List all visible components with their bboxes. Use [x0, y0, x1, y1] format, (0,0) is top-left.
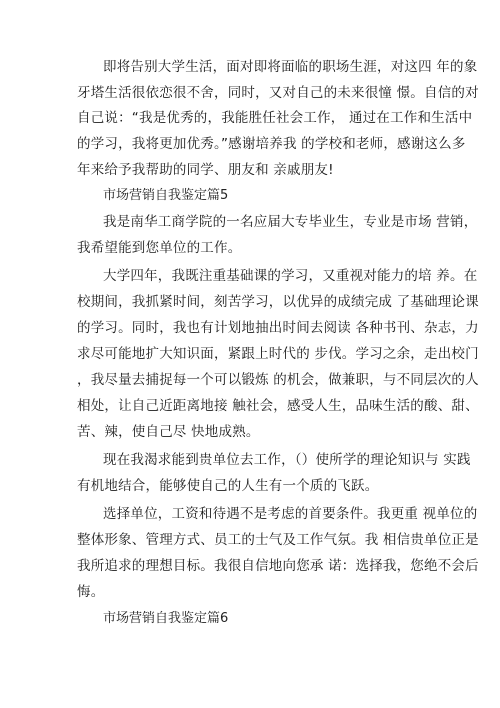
- text-line: 年来给予我帮助的同学、朋友和 亲戚朋友!: [77, 162, 334, 178]
- text-line: 有机地结合，能够使自己的人生有一个质的飞跃。: [77, 478, 379, 494]
- text-line: 我希望能到您单位的工作。: [77, 240, 242, 256]
- section-heading: 市场营销自我鉴定篇5: [103, 188, 229, 203]
- text-line: 我是南华工商学院的一名应届大专毕业生，专业是市场 营销，: [103, 214, 478, 230]
- text-line: 整体形象、管理方式、员工的士气及工作气氛。我 相信贵单位正是: [77, 532, 479, 548]
- text-line: 悔。: [77, 584, 105, 600]
- text-line: 大学四年，我既注重基础课的学习，又重视对能力的培 养。在: [103, 268, 478, 284]
- text-line: 选择单位，工资和待遇不是考虑的首要条件。我更重 视单位的: [103, 506, 478, 522]
- text-line: 现在我渴求能到贵单位去工作，（）使所学的理论知识与 实践: [103, 452, 471, 468]
- text-line: 相处，让自己近距离地接 触社会，感受人生，品味生活的酸、甜、: [77, 398, 479, 414]
- text-line: 即将告别大学生活，面对即将面临的职场生涯，对这四 年的象: [103, 59, 478, 75]
- text-line: 我所追求的理想目标。我很自信地向您承 诺：选择我，您绝不会后: [77, 558, 479, 574]
- text-line: 求尽可能地扩大知识面，紧跟上时代的 步伐。学习之余，走出校门: [77, 346, 479, 362]
- text-line: 的学习，我将更加优秀。”感谢培养我 的学校和老师，感谢这么多: [77, 136, 466, 152]
- text-line: ，我尽量去捕捉每一个可以锻炼 的机会，做兼职，与不同层次的人: [77, 372, 479, 388]
- text-line: 自己说：“我是优秀的，我能胜任社会工作， 通过在工作和生活中: [77, 110, 473, 126]
- text-line: 的学习。同时，我也有计划地抽出时间去阅读 各种书刊、杂志，力: [77, 320, 479, 336]
- text-line: 牙塔生活很依恋很不舍，同时，又对自己的未来很憧 憬。自信的对: [77, 85, 479, 101]
- text-line: 校期间，我抓紧时间，刻苦学习，以优异的成绩完成 了基础理论课: [77, 294, 479, 310]
- section-heading: 市场营销自我鉴定篇6: [103, 611, 229, 626]
- text-line: 苦、辣，使自己尽 快地成熟。: [77, 424, 260, 440]
